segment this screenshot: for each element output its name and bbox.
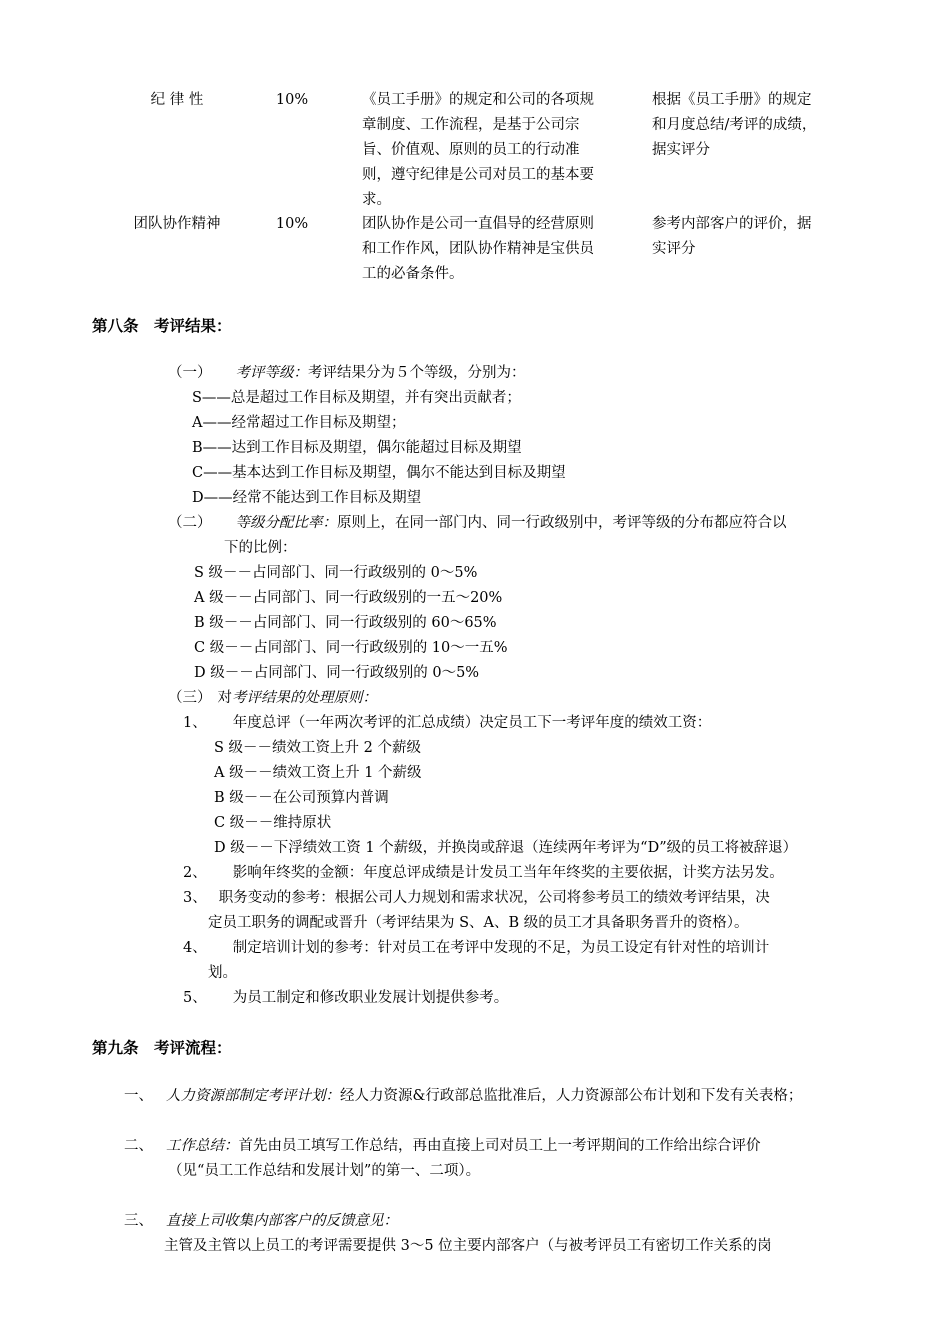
article9-heading: 第九条 考评流程： <box>92 1038 232 1057</box>
process-step-1: 一、 人力资源部制定考评计划：经人力资源&行政部总监批准后，人力资源部公布计划和下发有关表格； <box>124 1088 803 1104</box>
section-number: （三） <box>168 690 212 706</box>
numbered-item-4-continued: 划。 <box>208 965 237 981</box>
list-item: D 级－－占同部门、同一行政级别的 0～5% <box>194 665 480 681</box>
criterion-description: 《员工手册》的规定和公司的各项规 章制度、工作流程，是基于公司宗 旨、价值观、原则的员工的行动准 则，遵守纪律是公司对员工的基本要 求。 <box>362 92 594 208</box>
list-item: B——达到工作目标及期望，偶尔能超过目标及期望 <box>192 440 522 456</box>
section-3-line: （三） 对考评结果的处理原则： <box>168 690 377 706</box>
process-step-2-continued: （见“员工工作总结和发展计划”的第一、二项）。 <box>168 1163 481 1179</box>
numbered-item-1: 1、 年度总评（一年两次考评的汇总成绩）决定员工下一考评年度的绩效工资： <box>183 715 712 731</box>
criterion-name: 团队协作精神 <box>133 216 221 232</box>
section-number: （一） <box>168 365 212 381</box>
list-item: B 级－－占同部门、同一行政级别的 60～65% <box>194 615 497 631</box>
section-number: （二） <box>168 515 212 531</box>
process-step-3: 三、 直接上司收集内部客户的反馈意见： <box>124 1213 398 1229</box>
list-item: C 级－－占同部门、同一行政级别的 10～一五% <box>194 640 508 656</box>
section-label: 考评结果的处理原则： <box>232 690 377 706</box>
section-label: 考评等级： <box>235 365 308 381</box>
list-item: B 级－－在公司预算内普调 <box>214 790 389 806</box>
section-1-line: （一） 考评等级：考评结果分为５个等级，分别为： <box>168 365 526 381</box>
numbered-item-5: 5、 为员工制定和修改职业发展计划提供参考。 <box>183 990 509 1006</box>
list-item: D——经常不能达到工作目标及期望 <box>192 490 422 506</box>
numbered-item-3: 3、 职务变动的参考：根据公司人力规划和需求状况，公司将参考员工的绩效考评结果，决 <box>183 890 770 906</box>
criterion-weight: 10% <box>275 92 309 108</box>
numbered-item-3-continued: 定员工职务的调配或晋升（考评结果为 S、A、B 级的员工才具备职务晋升的资格）。 <box>208 915 749 931</box>
list-item: C 级－－维持原状 <box>214 815 332 831</box>
list-item: S——总是超过工作目标及期望，并有突出贡献者； <box>192 390 521 406</box>
list-item: S 级－－占同部门、同一行政级别的 0～5% <box>194 565 478 581</box>
criterion-name: 纪 律 性 <box>150 92 204 108</box>
section-label: 等级分配比率： <box>235 515 337 531</box>
list-item: D 级－－下浮绩效工资 1 个薪级，并换岗或辞退（连续两年考评为“D”级的员工将被辞退） <box>214 840 798 856</box>
list-item: S 级－－绩效工资上升 2 个薪级 <box>214 740 421 756</box>
list-item: A 级－－占同部门、同一行政级别的一五～20% <box>194 590 503 606</box>
process-step-3-text: 主管及主管以上员工的考评需要提供 3～5 位主要内部客户（与被考评员工有密切工作关系的岗 <box>164 1238 772 1254</box>
article8-heading: 第八条 考评结果： <box>92 316 232 335</box>
section-2-continued: 下的比例： <box>224 540 297 556</box>
section-2-line: （二） 等级分配比率：原则上，在同一部门内、同一行政级别中，考评等级的分布都应符合以 <box>168 515 787 531</box>
criterion-description: 团队协作是公司一直倡导的经营原则 和工作作风，团队协作精神是宝供员 工的必备条件。 <box>362 216 594 282</box>
criterion-weight: 10% <box>275 216 309 232</box>
list-item: A——经常超过工作目标及期望； <box>192 415 406 431</box>
numbered-item-4: 4、 制定培训计划的参考：针对员工在考评中发现的不足，为员工设定有针对性的培训计 <box>183 940 770 956</box>
process-step-2: 二、 工作总结：首先由员工填写工作总结，再由直接上司对员工上一考评期间的工作给出综合评价 <box>124 1138 761 1154</box>
criterion-method: 根据《员工手册》的规定 和月度总结/考评的成绩， 据实评分 <box>652 92 817 158</box>
list-item: C——基本达到工作目标及期望，偶尔不能达到目标及期望 <box>192 465 566 481</box>
numbered-item-2: 2、 影响年终奖的金额：年度总评成绩是计发员工当年年终奖的主要依据，计奖方法另发。 <box>183 865 784 881</box>
list-item: A 级－－绩效工资上升 1 个薪级 <box>214 765 422 781</box>
criterion-method: 参考内部客户的评价，据 实评分 <box>652 216 812 257</box>
